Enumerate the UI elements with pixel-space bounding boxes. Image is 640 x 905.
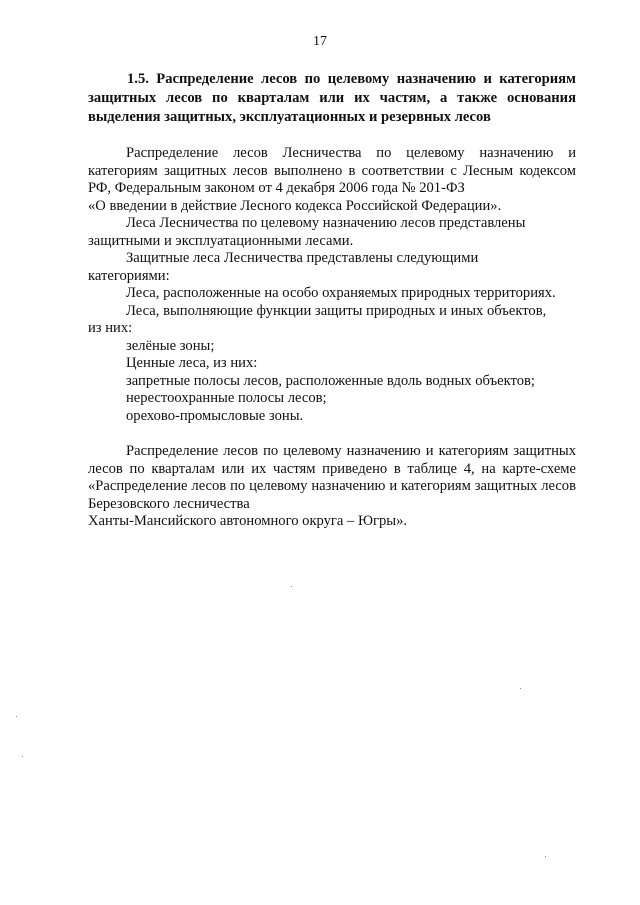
- paragraph-line: на карте-схеме «Распределение лесов по целевому назначению и: [88, 460, 577, 494]
- scan-speck: [291, 586, 292, 587]
- section-heading-line-3: выделения защитных, эксплуатационных и резервных лесов: [88, 109, 491, 125]
- list-item: нерестоохранные полосы лесов;: [126, 390, 327, 406]
- paragraph-line: защитными и эксплуатационными лесами.: [88, 232, 354, 249]
- list-item: орехово-промысловые зоны.: [126, 407, 304, 424]
- paragraph-forest-purpose: [88, 215, 576, 250]
- scan-speck: [16, 716, 17, 717]
- paragraph-protected-areas: Леса, расположенные на особо охраняемых природных территориях.: [126, 285, 556, 301]
- paragraph-line: «О введении в действие Лесного кодекса Российской Федерации».: [88, 197, 502, 214]
- paragraph-line: Леса, выполняющие функции защиты природных и иных объектов,: [126, 302, 547, 319]
- paragraph-line: Леса Лесничества по целевому назначению лесов представлены: [126, 215, 526, 231]
- list-item: запретные полосы лесов, расположенные вдоль водных объектов;: [126, 372, 535, 389]
- paragraph-line: категориями:: [88, 267, 170, 284]
- paragraph-line: защитных лесов по кварталам или их частям приведено в таблице 4,: [88, 443, 576, 477]
- scan-speck: [545, 856, 546, 857]
- scan-speck: [22, 756, 23, 757]
- paragraph-line: Распределение лесов Лесничества по целевому назначению и: [126, 145, 576, 161]
- list-item: зелёные зоны;: [126, 337, 215, 354]
- paragraph-distribution-reference: [88, 443, 576, 531]
- paragraph-line: Ханты-Мансийского автономного округа – Югры».: [88, 513, 408, 529]
- paragraph-line: кодексом РФ, Федеральным законом от 4 декабря 2006 года № 201-ФЗ: [88, 162, 576, 196]
- paragraph-protection-functions: [88, 303, 576, 338]
- paragraph-line: категориям защитных лесов Березовского лесничества: [88, 478, 576, 512]
- page-number: 17: [313, 34, 327, 49]
- section-heading: [88, 70, 576, 127]
- paragraph-legal-basis: [88, 145, 576, 215]
- section-heading-line-1: 1.5. Распределение лесов по целевому назначению и категориям: [127, 71, 576, 87]
- section-heading-line-2: защитных лесов по кварталам или их частям, а также основания: [88, 90, 576, 106]
- paragraph-protective-categories: [88, 250, 576, 285]
- scan-speck: [520, 688, 521, 689]
- list-item: Ценные леса, из них:: [126, 355, 258, 371]
- paragraph-line: Распределение лесов по целевому назначению и категориям: [126, 443, 509, 459]
- paragraph-line: Защитные леса Лесничества представлены следующими: [126, 250, 479, 266]
- document-body: [88, 145, 576, 531]
- paragraph-line: из них:: [88, 320, 133, 336]
- paragraph-line: категориям защитных лесов выполнено в соответствии с Лесным: [88, 162, 514, 179]
